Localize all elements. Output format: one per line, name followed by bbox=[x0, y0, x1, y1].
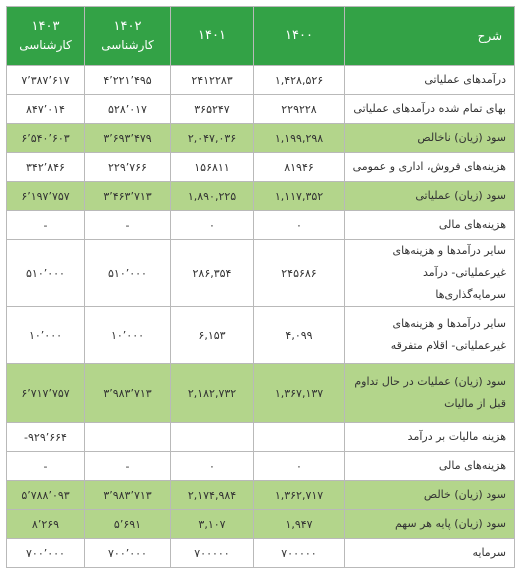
cell-1403: ۱۰٬۰۰۰ bbox=[7, 307, 85, 364]
row-label: سود (زیان) خالص bbox=[345, 481, 515, 510]
row-operating-revenue bbox=[7, 66, 515, 95]
row-cost-of-revenue bbox=[7, 95, 515, 124]
cell-1403: - bbox=[7, 452, 85, 481]
header-year-1402 bbox=[85, 7, 171, 66]
cell-1401: ۱۵۶۸۱۱ bbox=[171, 153, 254, 182]
cell-1403: - bbox=[7, 211, 85, 240]
row-label: بهای تمام شده درآمدهای عملیاتی bbox=[345, 95, 515, 124]
cell-1402: ۳٬۶۹۳٬۴۷۹ bbox=[85, 124, 171, 153]
cell-1402: ۷۰۰٬۰۰۰ bbox=[85, 539, 171, 568]
cell-1401: ۳,۱۰۷ bbox=[171, 510, 254, 539]
cell-1400: ۴,۰۹۹ bbox=[254, 307, 345, 364]
cell-1401: ۰ bbox=[171, 211, 254, 240]
cell-1400: ۰ bbox=[254, 452, 345, 481]
row-nonoperating-misc bbox=[7, 307, 515, 364]
header-year-1402-label: ۱۴۰۲ bbox=[113, 19, 142, 34]
cell-1401: ۲۸۶,۳۵۴ bbox=[171, 240, 254, 307]
cell-1403: ۵٬۷۸۸٬۰۹۳ bbox=[7, 481, 85, 510]
cell-1400: ۰ bbox=[254, 211, 345, 240]
income-statement-table-container bbox=[6, 6, 514, 568]
row-label: هزینه مالیات بر درآمد bbox=[345, 423, 515, 452]
cell-1402: ۵۲۸٬۰۱۷ bbox=[85, 95, 171, 124]
row-label: سود (زیان) ناخالص bbox=[345, 124, 515, 153]
row-label: هزینه‌های فروش، اداری و عمومی bbox=[345, 153, 515, 182]
cell-1402: ۳٬۹۸۳٬۷۱۳ bbox=[85, 481, 171, 510]
cell-1401 bbox=[171, 423, 254, 452]
row-label: سود (زیان) عملیاتی bbox=[345, 182, 515, 211]
row-capital bbox=[7, 539, 515, 568]
cell-1401: ۲۴۱۲۲۸۳ bbox=[171, 66, 254, 95]
row-income-tax bbox=[7, 423, 515, 452]
row-gross-profit bbox=[7, 124, 515, 153]
header-year-1403-label: ۱۴۰۳ bbox=[31, 19, 60, 34]
row-label: هزینه‌های مالی bbox=[345, 211, 515, 240]
income-statement-table bbox=[6, 6, 515, 568]
header-year-1403-sub: کارشناسی bbox=[19, 38, 72, 52]
cell-1400: ۱,۳۶۷,۱۳۷ bbox=[254, 364, 345, 423]
cell-1403: ۶٬۱۹۷٬۷۵۷ bbox=[7, 182, 85, 211]
row-nonoperating-investment-income bbox=[7, 240, 515, 307]
row-label: سایر درآمدها و هزینه‌های غیرعملیاتی- اقلام متفرقه bbox=[345, 307, 515, 364]
cell-1401: ۲,۱۸۲,۷۳۲ bbox=[171, 364, 254, 423]
cell-1401: ۷۰۰۰۰۰ bbox=[171, 539, 254, 568]
row-label: سرمایه bbox=[345, 539, 515, 568]
row-label: سود (زیان) پایه هر سهم bbox=[345, 510, 515, 539]
row-sga-expenses bbox=[7, 153, 515, 182]
cell-1401: ۶,۱۵۳ bbox=[171, 307, 254, 364]
cell-1402: ۵۱۰٬۰۰۰ bbox=[85, 240, 171, 307]
cell-1401: ۲,۰۴۷,۰۳۶ bbox=[171, 124, 254, 153]
cell-1402: ۳٬۴۶۳٬۷۱۳ bbox=[85, 182, 171, 211]
row-net-profit bbox=[7, 481, 515, 510]
cell-1403: ۸٬۲۶۹ bbox=[7, 510, 85, 539]
cell-1400: ۱,۱۹۹,۲۹۸ bbox=[254, 124, 345, 153]
row-label: سایر درآمدها و هزینه‌های غیرعملیاتی- درآمد سرمایه‌گذاری‌ها bbox=[345, 240, 515, 307]
cell-1403: ۸۴۷٬۰۱۴ bbox=[7, 95, 85, 124]
row-label: سود (زیان) عملیات در حال تداوم قبل از مالیات bbox=[345, 364, 515, 423]
header-year-1400-label: ۱۴۰۰ bbox=[285, 28, 313, 43]
cell-1403: ۳۴۲٬۸۴۶ bbox=[7, 153, 85, 182]
header-row bbox=[7, 7, 515, 66]
cell-1402: - bbox=[85, 452, 171, 481]
cell-1400: ۲۴۵۶۸۶ bbox=[254, 240, 345, 307]
cell-1403: ۷٬۳۸۷٬۶۱۷ bbox=[7, 66, 85, 95]
row-pretax-profit bbox=[7, 364, 515, 423]
cell-1401: ۱,۸۹۰,۲۲۵ bbox=[171, 182, 254, 211]
header-year-1402-sub: کارشناسی bbox=[101, 38, 154, 52]
cell-1402: ۳٬۹۸۳٬۷۱۳ bbox=[85, 364, 171, 423]
cell-1400: ۲۲۹۲۲۸ bbox=[254, 95, 345, 124]
header-year-1403 bbox=[7, 7, 85, 66]
cell-1401: ۲,۱۷۴,۹۸۴ bbox=[171, 481, 254, 510]
header-year-1401-label: ۱۴۰۱ bbox=[198, 28, 226, 43]
cell-1400: ۱,۴۲۸,۵۲۶ bbox=[254, 66, 345, 95]
cell-1402: - bbox=[85, 211, 171, 240]
cell-1403: ۶٬۷۱۷٬۷۵۷ bbox=[7, 364, 85, 423]
cell-1400: ۷۰۰۰۰۰ bbox=[254, 539, 345, 568]
row-eps bbox=[7, 510, 515, 539]
row-finance-costs bbox=[7, 211, 515, 240]
cell-1402: ۵٬۶۹۱ bbox=[85, 510, 171, 539]
cell-1403: ۹۲۹٬۶۶۴- bbox=[7, 423, 85, 452]
cell-1400: ۸۱۹۴۶ bbox=[254, 153, 345, 182]
cell-1402: ۴٬۲۲۱٬۴۹۵ bbox=[85, 66, 171, 95]
row-finance-costs-2 bbox=[7, 452, 515, 481]
header-year-1401 bbox=[171, 7, 254, 66]
cell-1400 bbox=[254, 423, 345, 452]
row-label: درآمدهای عملیاتی bbox=[345, 66, 515, 95]
cell-1403: ۷۰۰٬۰۰۰ bbox=[7, 539, 85, 568]
cell-1403: ۶٬۵۴۰٬۶۰۳ bbox=[7, 124, 85, 153]
cell-1400: ۱,۳۶۲,۷۱۷ bbox=[254, 481, 345, 510]
cell-1402: ۱۰٬۰۰۰ bbox=[85, 307, 171, 364]
cell-1401: ۰ bbox=[171, 452, 254, 481]
header-year-1400 bbox=[254, 7, 345, 66]
row-label: هزینه‌های مالی bbox=[345, 452, 515, 481]
cell-1403: ۵۱۰٬۰۰۰ bbox=[7, 240, 85, 307]
cell-1402: ۲۲۹٬۷۶۶ bbox=[85, 153, 171, 182]
cell-1400: ۱,۱۱۷,۳۵۲ bbox=[254, 182, 345, 211]
cell-1402 bbox=[85, 423, 171, 452]
row-operating-profit bbox=[7, 182, 515, 211]
header-description: شرح bbox=[345, 7, 515, 66]
cell-1401: ۳۶۵۲۴۷ bbox=[171, 95, 254, 124]
cell-1400: ۱,۹۴۷ bbox=[254, 510, 345, 539]
